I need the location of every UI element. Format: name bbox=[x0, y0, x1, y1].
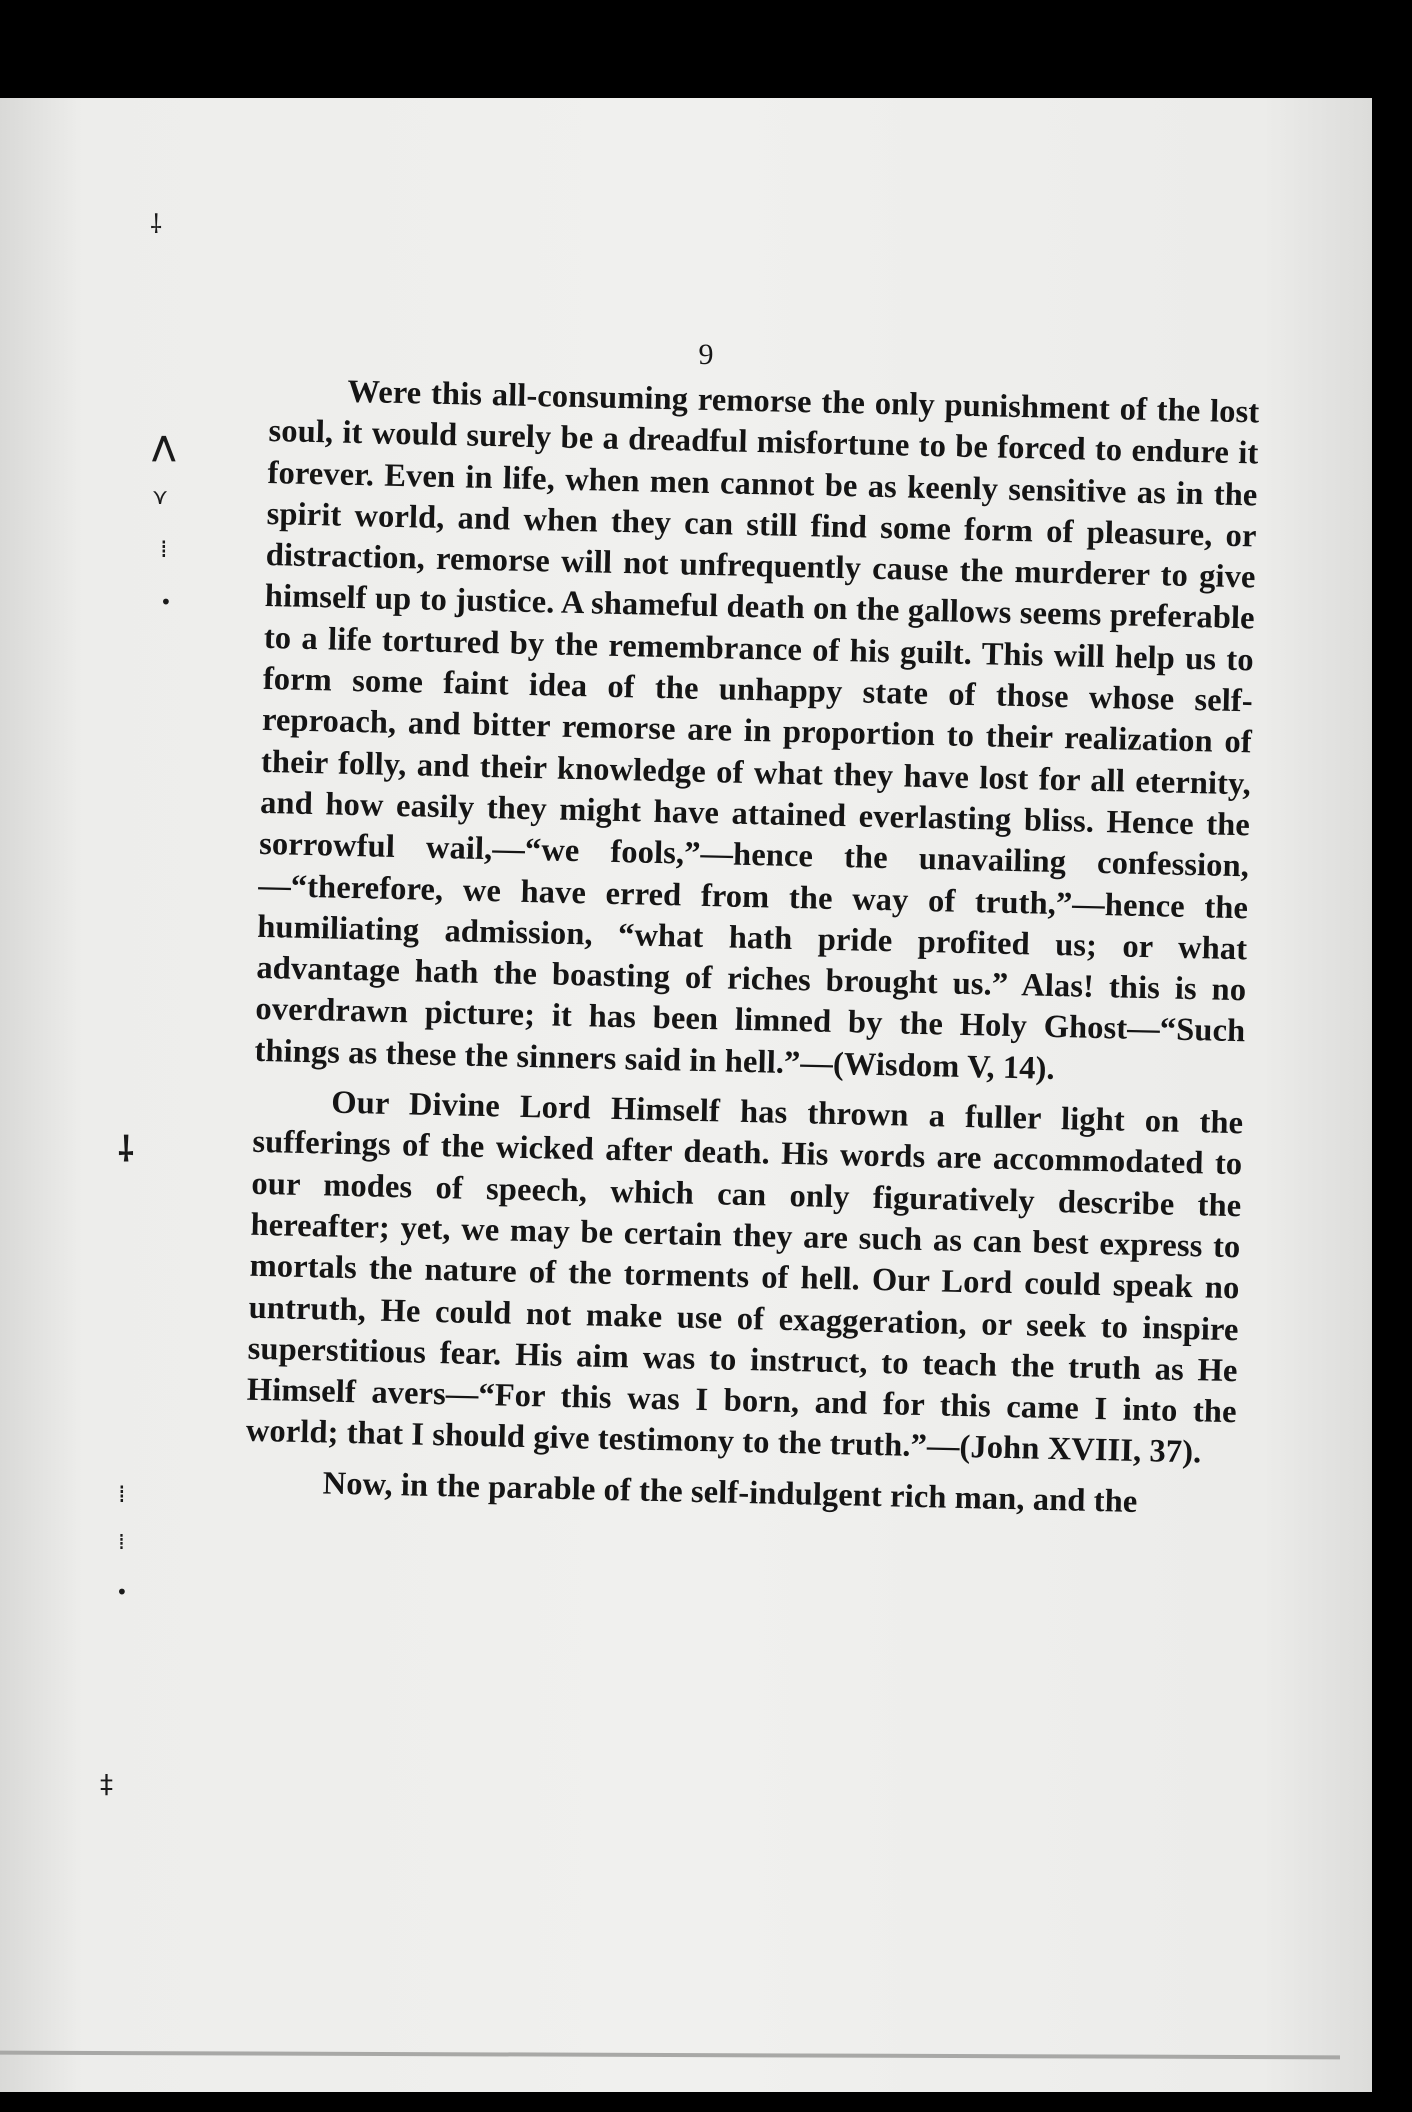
margin-speck-mark: ⸸ bbox=[118, 1130, 134, 1170]
margin-speck-mark: ⁞ bbox=[118, 1530, 125, 1555]
margin-speck-mark: ⋀ bbox=[152, 430, 176, 463]
paragraph-divine-lord: Our Divine Lord Himself has thrown a fuller light on the sufferings of the wicked after death. His words are accommodated to our modes of speech, which can only figuratively describe the hereafter; yet, we may be certain they are such as can best express to mortals the nature of the torments of hell. Our Lord could speak no untruth, He could not make use of exaggeration, or seek to inspire superstitious fear. His aim was to instruct, to teach the truth as He Himself avers—“For this was I born, and for this came I into the world; that I should give testimony to the truth.”—(John XVIII, 37). bbox=[245, 1084, 1244, 1471]
margin-speck-mark: ‡ bbox=[100, 1770, 113, 1800]
margin-speck-mark: ⁞ bbox=[160, 535, 168, 563]
margin-speck-mark: • bbox=[160, 590, 172, 614]
page-edge-shadow bbox=[0, 2051, 1340, 2060]
paragraph-remorse: Were this all-consuming remorse the only punishment of the lost soul, it would surely be a dreadful misfortune to be forced to endure it forever. Even in life, when men cannot be as keenly sensitive as in the spirit world, and when they can still find some form of pleasure, or distraction, remorse will not unfrequently cause the murderer to give himself up to justice. A shameful death on the gallows seems preferable to a life tortured by the remembrance of his guilt. This will help us to form some faint idea of the unhappy state of those whose self-reproach, and bitter remorse are in proportion to their realization of their folly, and their knowledge of what they have lost for all eternity, and how easily they might have attained everlasting bliss. Hence the sorrowful wail,—“we fools,”—hence the unavailing confession,—“therefore, we have erred from the way of truth,”—hence the humiliating admission, “what hath pride profited us; or what advantage hath the boasting of riches brought us.” Alas! this is no overdrawn picture; it has been limned by the Holy Ghost—“Such things as these the sinners said in hell.”—(Wisdom V, 14). bbox=[254, 373, 1260, 1087]
margin-speck-mark: • bbox=[116, 1580, 128, 1604]
paragraph-parable: Now, in the parable of the self-indulgent rich man, and the bbox=[322, 1465, 1138, 1520]
margin-speck-mark: ⋎ bbox=[152, 485, 169, 510]
page-number: 9 bbox=[698, 338, 714, 371]
margin-speck-mark: ⸸ bbox=[150, 210, 163, 240]
body-text bbox=[244, 370, 1259, 1525]
margin-speck-mark: ⁞ bbox=[118, 1480, 126, 1508]
